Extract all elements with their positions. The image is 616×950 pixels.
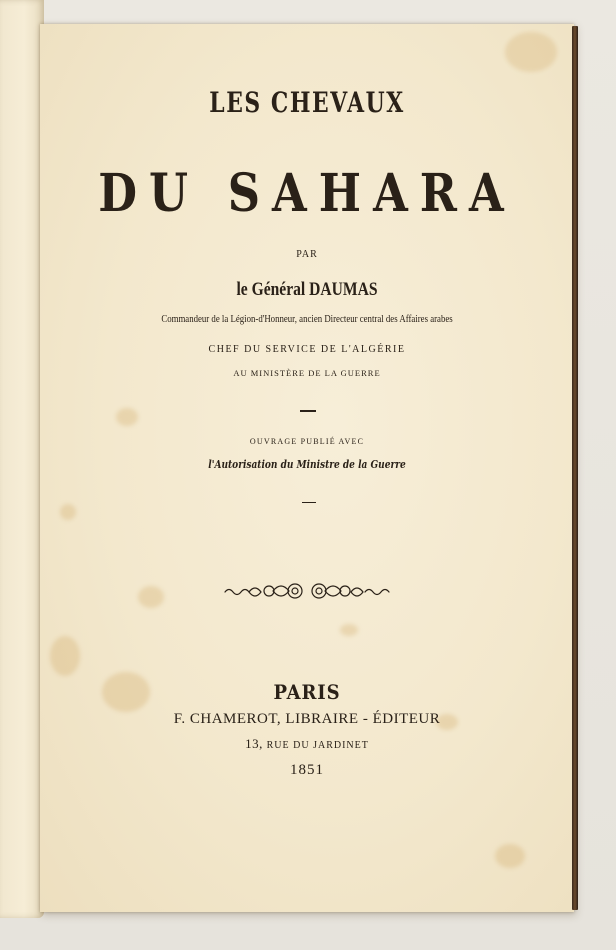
publisher-address: [40, 736, 574, 752]
title-line-1: LES CHEVAUX: [209, 86, 405, 119]
author-role: CHEF DU SERVICE DE L'ALGÉRIE: [208, 344, 406, 355]
publication-city: PARIS: [273, 680, 341, 704]
authorization-line: l'Autorisation du Ministre de la Guerre: [208, 458, 406, 471]
decorative-ornament: [223, 577, 391, 605]
author-name: le Général DAUMAS: [236, 279, 378, 300]
divider-rule: [300, 410, 316, 412]
foxing-spot: [505, 32, 557, 72]
foxing-spot: [495, 844, 525, 868]
ouvrage-label: OUVRAGE PUBLIÉ AVEC: [249, 437, 365, 446]
publisher-name: F. CHAMEROT, LIBRAIRE - ÉDITEUR: [173, 711, 441, 727]
foxing-spot: [50, 636, 80, 676]
foxing-spot: [60, 504, 76, 520]
previous-leaf-edge: [0, 0, 44, 918]
publication-year: 1851: [290, 762, 324, 778]
foxing-spot: [116, 408, 138, 426]
author-ministry: AU MINISTÈRE DE LA GUERRE: [233, 368, 381, 378]
address-street: RUE DU JARDINET: [266, 740, 369, 751]
title-page: [40, 24, 574, 912]
book-spine-edge: [572, 26, 578, 910]
foxing-spot: [138, 586, 164, 608]
divider-rule-small: [302, 502, 316, 503]
title-line-2: DU SAHARA: [98, 163, 516, 224]
foxing-spot: [340, 624, 358, 636]
address-number: 13,: [245, 736, 263, 751]
par-label: PAR: [296, 249, 318, 260]
author-credentials: Commandeur de la Légion-d'Honneur, ancien Directeur central des Affaires arabes: [161, 313, 453, 325]
